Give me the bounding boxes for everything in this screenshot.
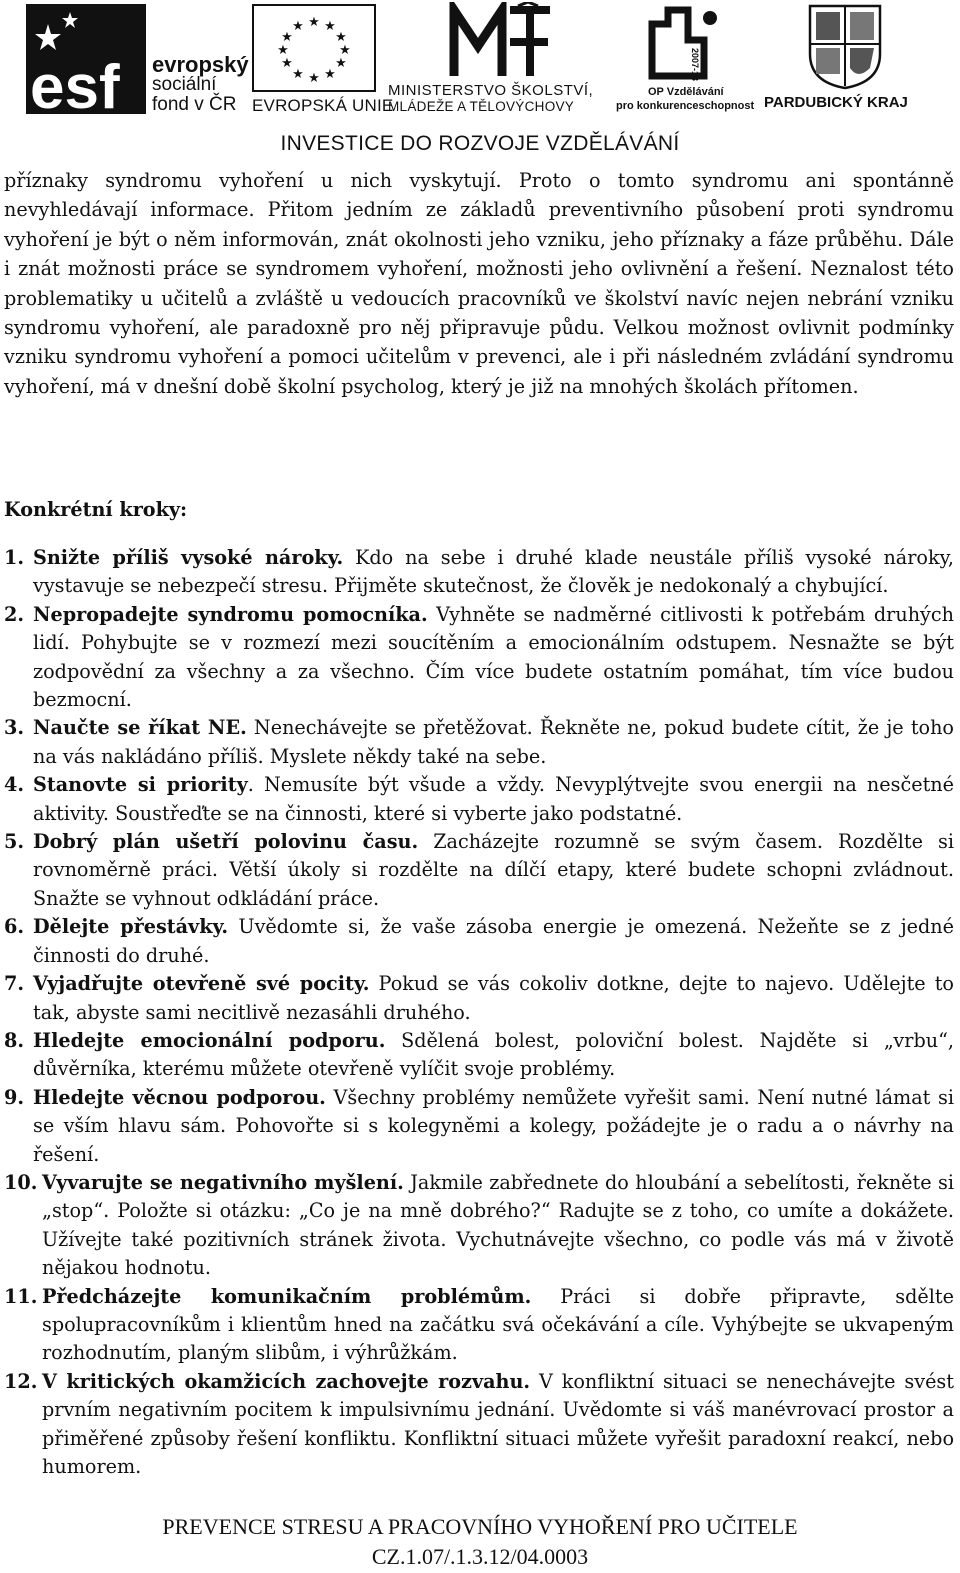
- invest-title: INVESTICE DO ROZVOJE VZDĚLÁVÁNÍ: [280, 132, 680, 155]
- step-title: Předcházejte komunikačním problémům.: [42, 1284, 532, 1308]
- step-text: V konfliktní situaci se nenechávejte svést prvním negativním pocitem k impulsivnímu jednání. Uvědomte si váš manévrovací prostor a přiměřené způsoby řešení konfliktu. Konfliktní situaci můžete vyřešit paradoxní reakcí, nebo humorem.: [42, 1369, 954, 1478]
- step-number: 1.: [4, 546, 25, 569]
- svg-text:★: ★: [277, 43, 289, 58]
- step-text: Kdo na sebe i druhé klade neustále příliš vysoké nároky, vystavuje se nebezpečí stresu. Přijměte skutečnost, že člověk je nedokonalý a chybující.: [33, 546, 954, 598]
- svg-text:★: ★: [335, 56, 347, 71]
- esf-line1: evropský: [152, 52, 249, 77]
- svg-text:★: ★: [339, 43, 351, 58]
- step-text: Nenechávejte se přetěžovat. Řekněte ne, pokud budete cítit, že je toho na vás nakládáno příliš. Myslete někdy také na sebe.: [33, 716, 954, 768]
- step-number: 4.: [4, 773, 25, 797]
- svg-text:★: ★: [292, 67, 304, 82]
- msmt-line1: MINISTERSTVO ŠKOLSTVÍ,: [388, 82, 594, 99]
- step-title: V kritických okamžicích zachovejte rozvahu.: [42, 1369, 531, 1393]
- svg-text:★: ★: [281, 56, 293, 71]
- step-text: Vyhněte se nadměrné citlivosti k potřebám druhých lidí. Pohybujte se v rozmezí mezi soucítěním a emocionálním odstupem. Nesnažte se být zodpovědní za všechny a za všechno. Čím více budete ostatním pomáhat, tím více budou bezmocní.: [33, 602, 954, 712]
- step-title: Naučte se říkat NE.: [33, 716, 247, 740]
- section-heading: Konkrétní kroky:: [4, 498, 188, 521]
- list-item: [4, 601, 954, 715]
- svg-text:★: ★: [292, 19, 304, 34]
- list-item: [4, 1027, 954, 1084]
- step-number: 3.: [4, 716, 25, 740]
- kraj-label: PARDUBICKÝ KRAJ: [764, 94, 908, 111]
- list-item: [4, 913, 954, 970]
- step-text: Sdělená bolest, poloviční bolest. Najděte si „vrbu“, důvěrníka, kterému můžete otevřeně vylíčit svoje problémy.: [33, 1028, 954, 1081]
- step-text: Jakmile zabřednete do hloubání a sebelítosti, řekněte si „stop“. Položte si otázku: „Co je na mně dobrého?“ Radujte se z toho, co umíte a dokážete. Užívejte také pozitivních stránek života. Vychutnávejte všechno, co podle vás má v životě nějakou hodnotu.: [42, 1170, 954, 1280]
- svg-text:★: ★: [308, 15, 320, 30]
- step-text: Zacházejte rozumně se svým časem. Rozdělte si rovnoměrně práci. Větší úkoly si rozdělte na dílčí etapy, které budete schopni zvládnout. Snažte se vyhnout odkládání práce.: [33, 830, 954, 910]
- step-number: 6.: [4, 915, 25, 939]
- list-item: [4, 544, 954, 601]
- step-title: Vyjadřujte otevřeně své pocity.: [33, 972, 370, 996]
- step-title: Dělejte přestávky.: [33, 915, 229, 939]
- list-item: [4, 1283, 954, 1368]
- esf-line2: sociální: [152, 74, 217, 95]
- svg-text:esf: esf: [30, 53, 120, 114]
- svg-text:★: ★: [324, 19, 336, 34]
- esf-line3: fond v ČR: [152, 94, 237, 115]
- step-title: Snižte příliš vysoké nároky.: [33, 546, 344, 569]
- step-text: Všechny problémy nemůžete vyřešit sami. Není nutné lámat si se vším hlavu sám. Pohovořte si s kolegyněmi a kolegy, požádejte je o radu a o návrhy na řešení.: [33, 1085, 954, 1166]
- op-line2: pro konkurenceschopnost: [616, 100, 755, 112]
- footer-project-code: CZ.1.07/.1.3.12/04.0003: [371, 1544, 589, 1569]
- intro-paragraph: příznaky syndromu vyhoření u nich vyskytují. Proto o tomto syndromu ani spontánně nevyhledávají informace. Přitom jedním ze základů preventivního působení proti syndromu vyhoření je být o něm informován, znát okolnosti jeho vzniku, jeho příznaky a fáze průběhu. Dále i znát možnosti práce se syndromem vyhoření, možnosti jeho ovlivnění a řešení. Neznalost této problematiky u učitelů a zvláště u vedoucích pracovníků ve školství navíc nejen nebrání vzniku syndromu vyhoření, ale paradoxně pro něj připravuje půdu. Velkou možnost ovlivnit podmínky vzniku syndromu vyhoření a pomoci učitelům v prevenci, ale i při následném zvládání syndromu vyhoření, má v dnešní době školní psycholog, který je již na mnohých školách přítomen.: [4, 169, 954, 398]
- list-item: [4, 714, 954, 771]
- step-text: Pokud se vás cokoliv dotkne, dejte to najevo. Udělejte to tak, abyste sami necitlivě nezasáhli druhého.: [33, 972, 954, 1024]
- op-line1: OP Vzdělávání: [648, 86, 724, 98]
- footer-title: PREVENCE STRESU A PRACOVNÍHO VYHOŘENÍ PRO UČITELE: [162, 1514, 798, 1539]
- step-number: 5.: [4, 830, 25, 854]
- pardubicky-kraj-coat-of-arms-icon: [808, 4, 882, 90]
- step-number: 9.: [4, 1085, 25, 1109]
- svg-text:★: ★: [308, 71, 320, 86]
- step-text: Uvědomte si, že vaše zásoba energie je omezená. Nežeňte se z jedné činnosti do druhé.: [33, 915, 954, 967]
- list-item: [4, 1084, 954, 1169]
- list-item: [4, 970, 954, 1027]
- step-number: 7.: [4, 972, 25, 996]
- step-title: Stanovte si priority: [33, 773, 248, 797]
- step-title: Nepropadejte syndromu pomocníka.: [33, 602, 428, 626]
- list-item: [4, 1368, 954, 1482]
- step-number: 12.: [4, 1369, 38, 1393]
- step-title: Dobrý plán ušetří polovinu času.: [33, 830, 419, 854]
- esf-logo: [26, 4, 146, 114]
- steps-list: [4, 544, 954, 1481]
- msmt-line2: MLÁDEŽE A TĚLOVÝCHOVY: [388, 99, 575, 114]
- op-years: 2007-13: [690, 48, 700, 82]
- step-number: 8.: [4, 1028, 25, 1052]
- list-item: [4, 828, 954, 913]
- step-title: Hledejte věcnou podporou.: [33, 1085, 326, 1109]
- step-title: Hledejte emocionální podporu.: [33, 1028, 386, 1052]
- op-logo: [648, 4, 730, 80]
- document-body: [4, 166, 955, 1478]
- step-number: 10.: [4, 1170, 38, 1194]
- step-text: . Nemusíte být všude a vždy. Nevyplýtvejte svou energii na nesčetné aktivity. Soustřeďte se na činnosti, které si vyberte jako podstatné.: [33, 773, 955, 825]
- step-title: Vyvarujte se negativního myšlení.: [42, 1170, 404, 1194]
- step-number: 2.: [4, 602, 25, 626]
- eu-label: EVROPSKÁ UNIE: [252, 96, 394, 115]
- step-text: Práci si dobře připravte, sdělte spolupracovníkům i klientům hned na začátku svá očekávání a cíle. Vyhýbejte se ukvapeným rozhodnutím, planým slibům, i výhrůžkám.: [42, 1284, 954, 1365]
- list-item: [4, 771, 954, 828]
- msmt-logo: [448, 2, 558, 80]
- step-number: 11.: [4, 1284, 38, 1308]
- svg-text:★: ★: [335, 30, 347, 45]
- svg-text:★: ★: [281, 30, 293, 45]
- svg-text:★: ★: [324, 67, 336, 82]
- eu-flag-icon: [252, 4, 376, 92]
- list-item: [4, 1169, 954, 1283]
